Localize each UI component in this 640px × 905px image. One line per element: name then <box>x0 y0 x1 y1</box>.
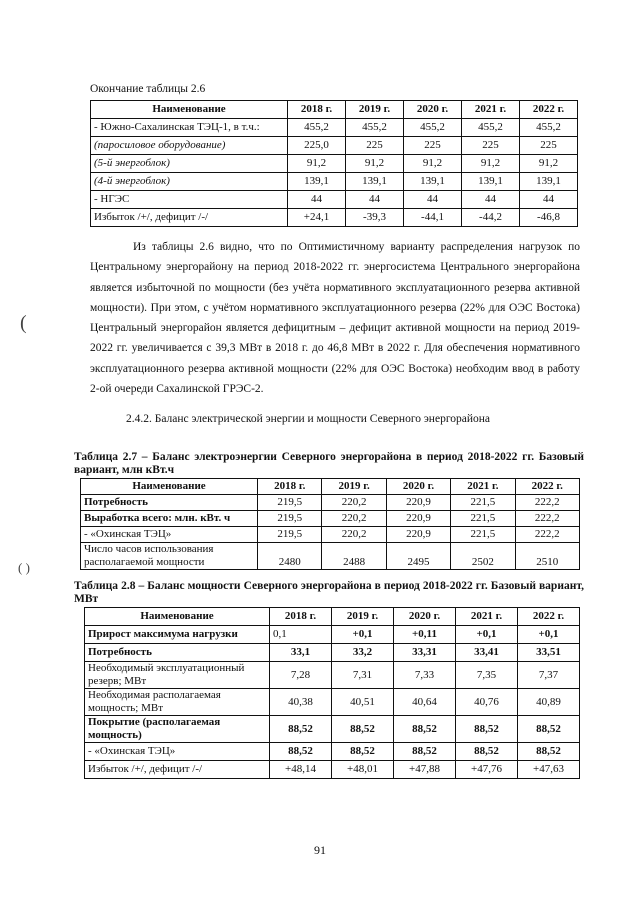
table-cell: 219,5 <box>258 511 322 527</box>
table-row <box>85 716 580 743</box>
table-cell: 455,2 <box>520 119 578 137</box>
table-2-6 <box>90 100 578 227</box>
table-cell: 225 <box>404 137 462 155</box>
column-header: Наименование <box>85 608 270 626</box>
column-header: 2018 г. <box>258 479 322 495</box>
table-cell: +0,1 <box>456 626 518 644</box>
table-row <box>91 155 578 173</box>
table-row <box>91 191 578 209</box>
table-cell: 2488 <box>322 543 386 570</box>
row-label: Избыток /+/, дефицит /-/ <box>85 761 270 779</box>
table-cell: 88,52 <box>332 716 394 743</box>
table-row <box>91 119 578 137</box>
table-cell: 220,9 <box>386 527 450 543</box>
table-cell: 139,1 <box>520 173 578 191</box>
table-cell: 222,2 <box>515 495 579 511</box>
table-cell: 455,2 <box>346 119 404 137</box>
margin-mark: ( <box>20 312 27 334</box>
row-label: Избыток /+/, дефицит /-/ <box>91 209 288 227</box>
table-cell: 139,1 <box>404 173 462 191</box>
table-cell: 219,5 <box>258 527 322 543</box>
table-cell: 225 <box>346 137 404 155</box>
column-header: 2022 г. <box>515 479 579 495</box>
table-cell: 455,2 <box>288 119 346 137</box>
row-label: Число часов использования располагаемой мощности <box>81 543 258 570</box>
column-header: 2021 г. <box>456 608 518 626</box>
table-cell: +0,11 <box>394 626 456 644</box>
table-cell: +47,63 <box>518 761 580 779</box>
table-cell: 33,1 <box>270 644 332 662</box>
table-row <box>91 137 578 155</box>
table-row <box>81 527 580 543</box>
table-row <box>85 743 580 761</box>
table-row <box>85 689 580 716</box>
table-2-7-title: Таблица 2.7 – Баланс электроэнергии Северного энергорайона в период 2018-2022 гг. Базовый вариант, млн кВт.ч <box>74 451 584 476</box>
row-label: Потребность <box>81 495 258 511</box>
column-header: 2021 г. <box>451 479 515 495</box>
column-header: 2020 г. <box>394 608 456 626</box>
table-cell: 88,52 <box>456 743 518 761</box>
table-cell: 91,2 <box>288 155 346 173</box>
column-header: 2019 г. <box>346 101 404 119</box>
table-cell: -46,8 <box>520 209 578 227</box>
table-cell: 40,89 <box>518 689 580 716</box>
table-cell: 455,2 <box>462 119 520 137</box>
table-header-row <box>91 101 578 119</box>
row-label: - «Охинская ТЭЦ» <box>85 743 270 761</box>
table-cell: 7,37 <box>518 662 580 689</box>
table-cell: 2480 <box>258 543 322 570</box>
column-header: Наименование <box>91 101 288 119</box>
row-label: (4-й энергоблок) <box>91 173 288 191</box>
table-cell: -44,2 <box>462 209 520 227</box>
table-cell: 220,2 <box>322 495 386 511</box>
table-cell: 0,1 <box>270 626 332 644</box>
table-cell: 220,9 <box>386 495 450 511</box>
table-row <box>81 495 580 511</box>
column-header: 2018 г. <box>288 101 346 119</box>
table-cell: 44 <box>288 191 346 209</box>
table-row <box>85 761 580 779</box>
table-row <box>91 209 578 227</box>
column-header: 2019 г. <box>332 608 394 626</box>
row-label: - «Охинская ТЭЦ» <box>81 527 258 543</box>
table-cell: +0,1 <box>518 626 580 644</box>
row-label: Покрытие (располагаемая мощность) <box>85 716 270 743</box>
table-cell: +48,14 <box>270 761 332 779</box>
table-cell: 220,2 <box>322 511 386 527</box>
table-cell: -44,1 <box>404 209 462 227</box>
table-cell: 40,51 <box>332 689 394 716</box>
table-cell: 139,1 <box>288 173 346 191</box>
row-label: - Южно-Сахалинская ТЭЦ-1, в т.ч.: <box>91 119 288 137</box>
table-cell: -39,3 <box>346 209 404 227</box>
table-row <box>81 543 580 570</box>
table-cell: 88,52 <box>456 716 518 743</box>
row-label: Необходимая располагаемая мощность; МВт <box>85 689 270 716</box>
row-label: - НГЭС <box>91 191 288 209</box>
table-cell: 33,51 <box>518 644 580 662</box>
table-row <box>85 626 580 644</box>
column-header: 2021 г. <box>462 101 520 119</box>
column-header: 2020 г. <box>404 101 462 119</box>
table-cell: 2502 <box>451 543 515 570</box>
table-cell: 44 <box>462 191 520 209</box>
table-cell: 222,2 <box>515 527 579 543</box>
table-2-8-title: Таблица 2.8 – Баланс мощности Северного энергорайона в период 2018-2022 гг. Базовый вариант, МВт <box>74 580 584 605</box>
table-cell: 91,2 <box>404 155 462 173</box>
column-header: 2022 г. <box>518 608 580 626</box>
table-cell: 88,52 <box>518 716 580 743</box>
margin-mark: ( ) <box>18 560 30 575</box>
row-label: Прирост максимума нагрузки <box>85 626 270 644</box>
table-cell: 220,2 <box>322 527 386 543</box>
table-cell: 455,2 <box>404 119 462 137</box>
table-cell: 88,52 <box>394 743 456 761</box>
table-cell: 7,33 <box>394 662 456 689</box>
table-cell: 225 <box>520 137 578 155</box>
table-row <box>85 644 580 662</box>
table-cell: 139,1 <box>346 173 404 191</box>
table-cell: 221,5 <box>451 527 515 543</box>
table-cell: +24,1 <box>288 209 346 227</box>
table-cell: 139,1 <box>462 173 520 191</box>
table-cell: 221,5 <box>451 495 515 511</box>
table-cell: 91,2 <box>520 155 578 173</box>
table-cell: 44 <box>520 191 578 209</box>
table-2-7 <box>80 478 580 570</box>
page-number: 91 <box>314 843 326 857</box>
table-cell: 91,2 <box>346 155 404 173</box>
table-header-row <box>81 479 580 495</box>
table-cell: 44 <box>346 191 404 209</box>
table-cell: 220,9 <box>386 511 450 527</box>
column-header: 2018 г. <box>270 608 332 626</box>
table-cell: 2495 <box>386 543 450 570</box>
table-cell: +0,1 <box>332 626 394 644</box>
table-cell: 33,2 <box>332 644 394 662</box>
table-cell: 2510 <box>515 543 579 570</box>
table-cell: 33,41 <box>456 644 518 662</box>
table-row <box>85 662 580 689</box>
table-cell: 7,35 <box>456 662 518 689</box>
table-cell: 40,64 <box>394 689 456 716</box>
table-cell: 40,38 <box>270 689 332 716</box>
table-cell: 44 <box>404 191 462 209</box>
column-header: 2022 г. <box>520 101 578 119</box>
table-cell: 222,2 <box>515 511 579 527</box>
table-cell: 225 <box>462 137 520 155</box>
table-cell: 7,28 <box>270 662 332 689</box>
column-header: 2019 г. <box>322 479 386 495</box>
table-header-row <box>85 608 580 626</box>
table-cell: 88,52 <box>394 716 456 743</box>
table-cell: 33,31 <box>394 644 456 662</box>
row-label: (5-й энергоблок) <box>91 155 288 173</box>
table-row <box>91 173 578 191</box>
table-cell: 91,2 <box>462 155 520 173</box>
column-header: 2020 г. <box>386 479 450 495</box>
row-label: Потребность <box>85 644 270 662</box>
table-cell: 7,31 <box>332 662 394 689</box>
table-cell: 88,52 <box>518 743 580 761</box>
table-row <box>81 511 580 527</box>
table-cell: 40,76 <box>456 689 518 716</box>
table-cell: +48,01 <box>332 761 394 779</box>
column-header: Наименование <box>81 479 258 495</box>
table-2-8 <box>84 607 580 779</box>
table-cell: 88,52 <box>270 743 332 761</box>
table-cell: +47,76 <box>456 761 518 779</box>
table-cell: +47,88 <box>394 761 456 779</box>
table-cell: 88,52 <box>332 743 394 761</box>
table-2-6-caption: Окончание таблицы 2.6 <box>90 83 206 95</box>
row-label: Выработка всего: млн. кВт. ч <box>81 511 258 527</box>
table-cell: 221,5 <box>451 511 515 527</box>
table-cell: 225,0 <box>288 137 346 155</box>
body-paragraph: Из таблицы 2.6 видно, что по Оптимистичному варианту распределения нагрузок по Центральному энергорайону на период 2018-2022 гг. энергосистема Центрального энергорайона является избыточной по мощности (без учёта нормативного эксплуатационного резерва активной мощности). При этом, с учётом нормативного эксплуатационного резерва (22% для ОЭС Востока) Центральный энергорайон является дефицитным – дефицит активной мощности на период 2019-2022 гг. увеличивается с 39,3 МВт в 2018 г. до 46,8 МВт в 2022 г. Для обеспечения нормативного эксплуатационного резерва активной мощности (22% для ОЭС Востока) необходим ввод в работу 2-ой очереди Сахалинской ГРЭС-2. <box>90 241 580 396</box>
section-heading: 2.4.2. Баланс электрической энергии и мощности Северного энергорайона <box>126 413 491 425</box>
row-label: (паросиловое оборудование) <box>91 137 288 155</box>
row-label: Необходимый эксплуатационный резерв; МВт <box>85 662 270 689</box>
table-cell: 219,5 <box>258 495 322 511</box>
table-cell: 88,52 <box>270 716 332 743</box>
